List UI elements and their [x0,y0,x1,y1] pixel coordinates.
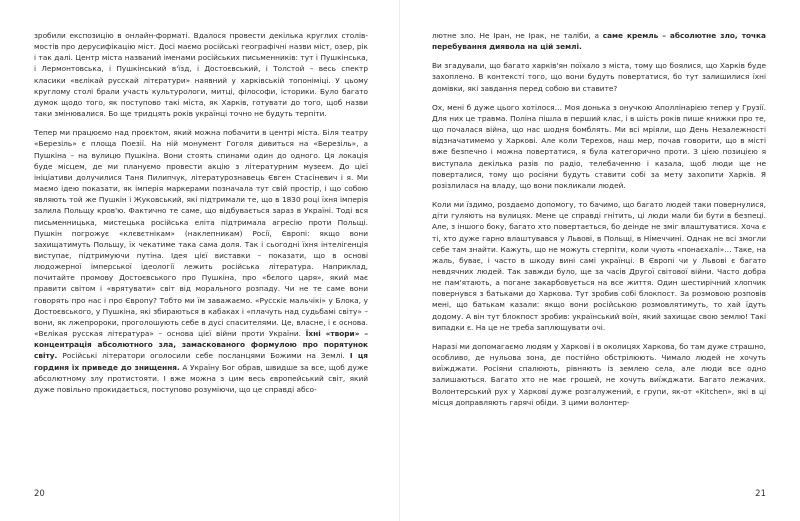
text-run: Ви згадували, що багато харків'ян поїхало з міста, тому що боялися, що Харків буде захоплено. В контексті того, що вони будуть повертатися, бо тут залишилися їхні домівки, які завдання перед собою ви ставите? [432,61,766,93]
text-run: Тепер ми працюємо над проєктом, який можна побачити в центрі міста. Біля театру «Березіль» є площа Поезії. На ній монумент Гоголя дивиться на «Березіль», а Пушкіна – на вулицю Пушкіна. Вони стоять спинами один до одного. Ця локація буде місцем, де ми плануємо провести акцію з літературним музеєм. До цієї ініціативи долучилися Таня Пилипчук, літературознавець Євген Стасіневич і я. Ми маємо ідею показати, як імперія маркерами позначала тут свій простір, і що собою являють той же Пушкін і Жуковський, які підтримали те, що в 1830 році їхня імперія залила Польщу кров'ю. Фактично те саме, що відбувається зараз в Україні. Тоді вся письменницька, мистецька російська еліта підтримала агресію проти Польщі. Пушкін погрожує «клєвєтнікам» (наклепникам) Росії, Європі: якщо вони захищатимуть Польщу, їх чекатиме така сама доля. Так і сьогодні їхня інтелігенція виступає, підтримуючи путіна. Ідея цієї виставки – показати, що в основі людожерної імперської ідеології лежить російська література. Наприклад, почитайте промову Достоєвського про Пушкіна, про «бєлого царя», який має правити світом і «врятувати» світ від морального розпаду. Чи не те саме вони говорять про нас і про Європу? Тобто ми їм заважаємо. «Русскіє мальчікі» у Блока, у Достоєвського, у Пушкіна, які збираються в кабаках і «плачуть над судьбамі світу» – вони, як лжепророки, проголошують себе в дусі спасителями. Це, власне, і є основа. «Вєлікая русская літєратура» – основа цієї війни проти України. [34,128,368,339]
paragraph [432,199,766,333]
paragraph [432,30,766,52]
text-run: Російські літератори оголосили себе посланцями Божими на Землі. [57,351,350,361]
right-page [400,0,800,521]
paragraph [432,102,766,191]
text-run: зробили експозицію в онлайн-форматі. Вдалося провести декілька круглих столів-мостів про дерусифікацію міст. Досі маємо російські географічні назви міст, озер, рік і так далі. Центр міста названий іменами російських письменників: тут і Пушкінська, і Лермонтовська, і Пушкінський в'їзд, і Достоєвський, і Толстой – весь спектр класики «вєлікай русскай літєратури» наявний у харківській топоніміці. У цьому круглому столі брали участь культурологи, митці, філософи, історики. Було багато думок щодо того, як поступово такі міста, як Харків, готувати до того, щоб назви таки змінювалися. Бо ще тридцять років українці точно не будуть терпіти. [34,31,368,119]
bold-text-run: саме кремль – абсолютне зло, точка перебування диявола на цій землі. [432,31,766,52]
right-page-text [432,30,766,408]
text-run: Ох, мені б дуже цього хотілося… Моя донька з онучкою Аполлінарією тепер у Грузії. Для них це травма. Поліна пішла в перший клас, і в шість років пише книжки про те, що почалася війна, що нас шодня бомблять. Ми всі мріяли, що День Незалежності відзначатимемо у Харкові. Але коли Терехов, наш мер, почав говорити, що в місті вже безпечно і можна повертатися, я була категорично проти. З цією позицією я виступала декілька разів по радіо, телебаченню і казала, щоб люди ще не поверталися, тому що росіяни будуть ставити собі за мету захопити Харків. Я розізлилася на владу, що вони покликали людей. [432,102,766,190]
page-number-left: 20 [34,489,45,499]
left-page-text [34,30,368,395]
paragraph [432,341,766,408]
page-number-right: 21 [755,489,766,499]
text-run: Коли ми їздимо, роздаємо допомогу, то бачимо, що багато людей таки повернулися, діти гуляють на вулицях. Мене це справді гнітить, ці люди мали би бути в безпеці. Але, з іншого боку, багато хто повертається, бо деінде не зміг влаштуватися. Хоча є ті, хто дуже гарно влаштувався у Львові, в Польщі, в Німеччині. Однак не всі змогли себе там знайти. Кажуть, що не можуть стерпіти, коли чують «понаєхалі»… Таке, на жаль, буває, і часто в шкоду вині самі українці. В Європі чи у Львові є багато невдячних людей. Так завжди було, ще за часів Другої світової війни. Часто добра не пам'ятають, а погане закарбовується на все життя. Один шестирічний хлопчик повернувся з батьками до Харкова. Тут зробив собі блокпост. За розмовою розповів мені, що батькам казали: якщо вони російською розмовлятимуть, то хай їдуть додому. А він тут блокпост зробив: український воїн, який захищає свою землю! Такі випадки є. На це не треба заплющувати очі. [432,200,766,332]
paragraph [34,30,368,119]
bold-text-run: Їхні «твори» – концентрація абсолютного зла, замаскованого формулою про порятунок світу. [34,329,369,361]
paragraph [34,127,368,395]
paragraph [432,60,766,93]
text-run: Наразі ми допомагаємо людям у Харкові і в околицях Харкова, бо там дуже страшно, особливо, де нульова зона, де постійно обстрілюють. Чимало людей не хочуть виїжджати. Росіяни спалюють, рівняють із землею села, але люди все одно залишаються. Багато хто не має грошей, не хочуть виїжджати. Багато лежачих. Волонтерський рух у Харкові дуже розгалужений, є групи, як-от «Kitchen», які в ці місця доправляють гарячі обіди. З цими волонтер- [432,341,766,407]
text-run: лютне зло. Не Іран, не Ірак, не таліби, а [432,31,603,40]
bold-text-run: І ця гординя їх приведе до знищення. [34,351,368,372]
text-run: А Україну Бог обрав, швидше за все, щоб дуже абсолютному злу протистояти. І вже можна з цим весь європейський світ, який дуже повільно прокидається, поступово розуміючи, що це справді абсо- [34,362,368,394]
